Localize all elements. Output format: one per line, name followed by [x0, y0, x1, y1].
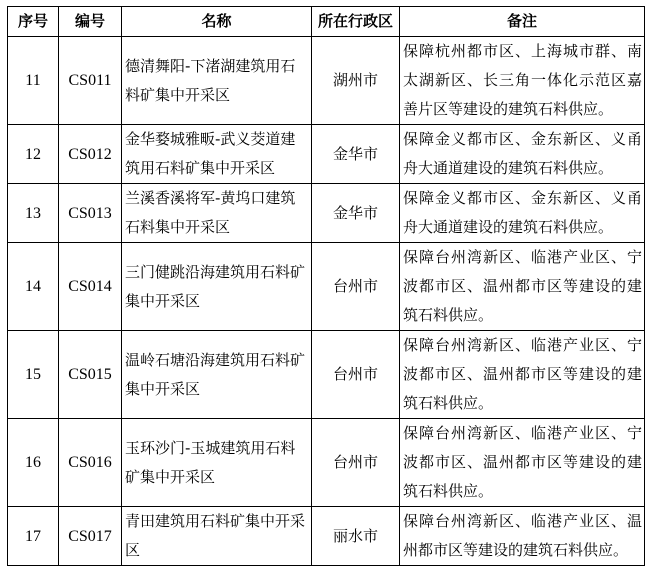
header-region: 所在行政区 [312, 7, 400, 37]
table-row [8, 184, 645, 243]
mining-zones-table [7, 6, 645, 566]
cell-region: 金华市 [312, 125, 400, 184]
table-row [8, 331, 645, 419]
cell-seq: 13 [8, 184, 59, 243]
cell-note: 保障金义都市区、金东新区、义甬舟大通道建设的建筑石料供应。 [400, 184, 645, 243]
cell-seq: 12 [8, 125, 59, 184]
cell-region: 丽水市 [312, 507, 400, 566]
cell-seq: 11 [8, 37, 59, 125]
cell-note: 保障杭州都市区、上海城市群、南太湖新区、长三角一体化示范区嘉善片区等建设的建筑石料供应。 [400, 37, 645, 125]
header-row [8, 7, 645, 37]
header-code: 编号 [59, 7, 122, 37]
cell-note: 保障台州湾新区、临港产业区、宁波都市区、温州都市区等建设的建筑石料供应。 [400, 331, 645, 419]
cell-name: 青田建筑用石料矿集中开采区 [122, 507, 312, 566]
cell-name: 玉环沙门-玉城建筑用石料矿集中开采区 [122, 419, 312, 507]
cell-code: CS013 [59, 184, 122, 243]
cell-code: CS014 [59, 243, 122, 331]
cell-seq: 17 [8, 507, 59, 566]
cell-seq: 16 [8, 419, 59, 507]
table-row [8, 419, 645, 507]
cell-note: 保障台州湾新区、临港产业区、宁波都市区、温州都市区等建设的建筑石料供应。 [400, 419, 645, 507]
cell-name: 温岭石塘沿海建筑用石料矿集中开采区 [122, 331, 312, 419]
cell-code: CS016 [59, 419, 122, 507]
cell-code: CS011 [59, 37, 122, 125]
cell-region: 台州市 [312, 331, 400, 419]
table-row [8, 37, 645, 125]
header-name: 名称 [122, 7, 312, 37]
cell-region: 湖州市 [312, 37, 400, 125]
cell-name: 三门健跳沿海建筑用石料矿集中开采区 [122, 243, 312, 331]
cell-name: 金华婺城雅畈-武义茭道建筑用石料矿集中开采区 [122, 125, 312, 184]
cell-seq: 15 [8, 331, 59, 419]
cell-region: 金华市 [312, 184, 400, 243]
cell-note: 保障台州湾新区、临港产业区、宁波都市区、温州都市区等建设的建筑石料供应。 [400, 243, 645, 331]
table-row [8, 243, 645, 331]
cell-note: 保障金义都市区、金东新区、义甬舟大通道建设的建筑石料供应。 [400, 125, 645, 184]
cell-code: CS015 [59, 331, 122, 419]
cell-seq: 14 [8, 243, 59, 331]
cell-name: 兰溪香溪将军-黄坞口建筑石料集中开采区 [122, 184, 312, 243]
cell-note: 保障台州湾新区、临港产业区、温州都市区等建设的建筑石料供应。 [400, 507, 645, 566]
cell-name: 德清舞阳-下渚湖建筑用石料矿集中开采区 [122, 37, 312, 125]
table-row [8, 125, 645, 184]
cell-code: CS012 [59, 125, 122, 184]
header-note: 备注 [400, 7, 645, 37]
cell-region: 台州市 [312, 243, 400, 331]
table-row [8, 507, 645, 566]
cell-code: CS017 [59, 507, 122, 566]
cell-region: 台州市 [312, 419, 400, 507]
header-seq: 序号 [8, 7, 59, 37]
